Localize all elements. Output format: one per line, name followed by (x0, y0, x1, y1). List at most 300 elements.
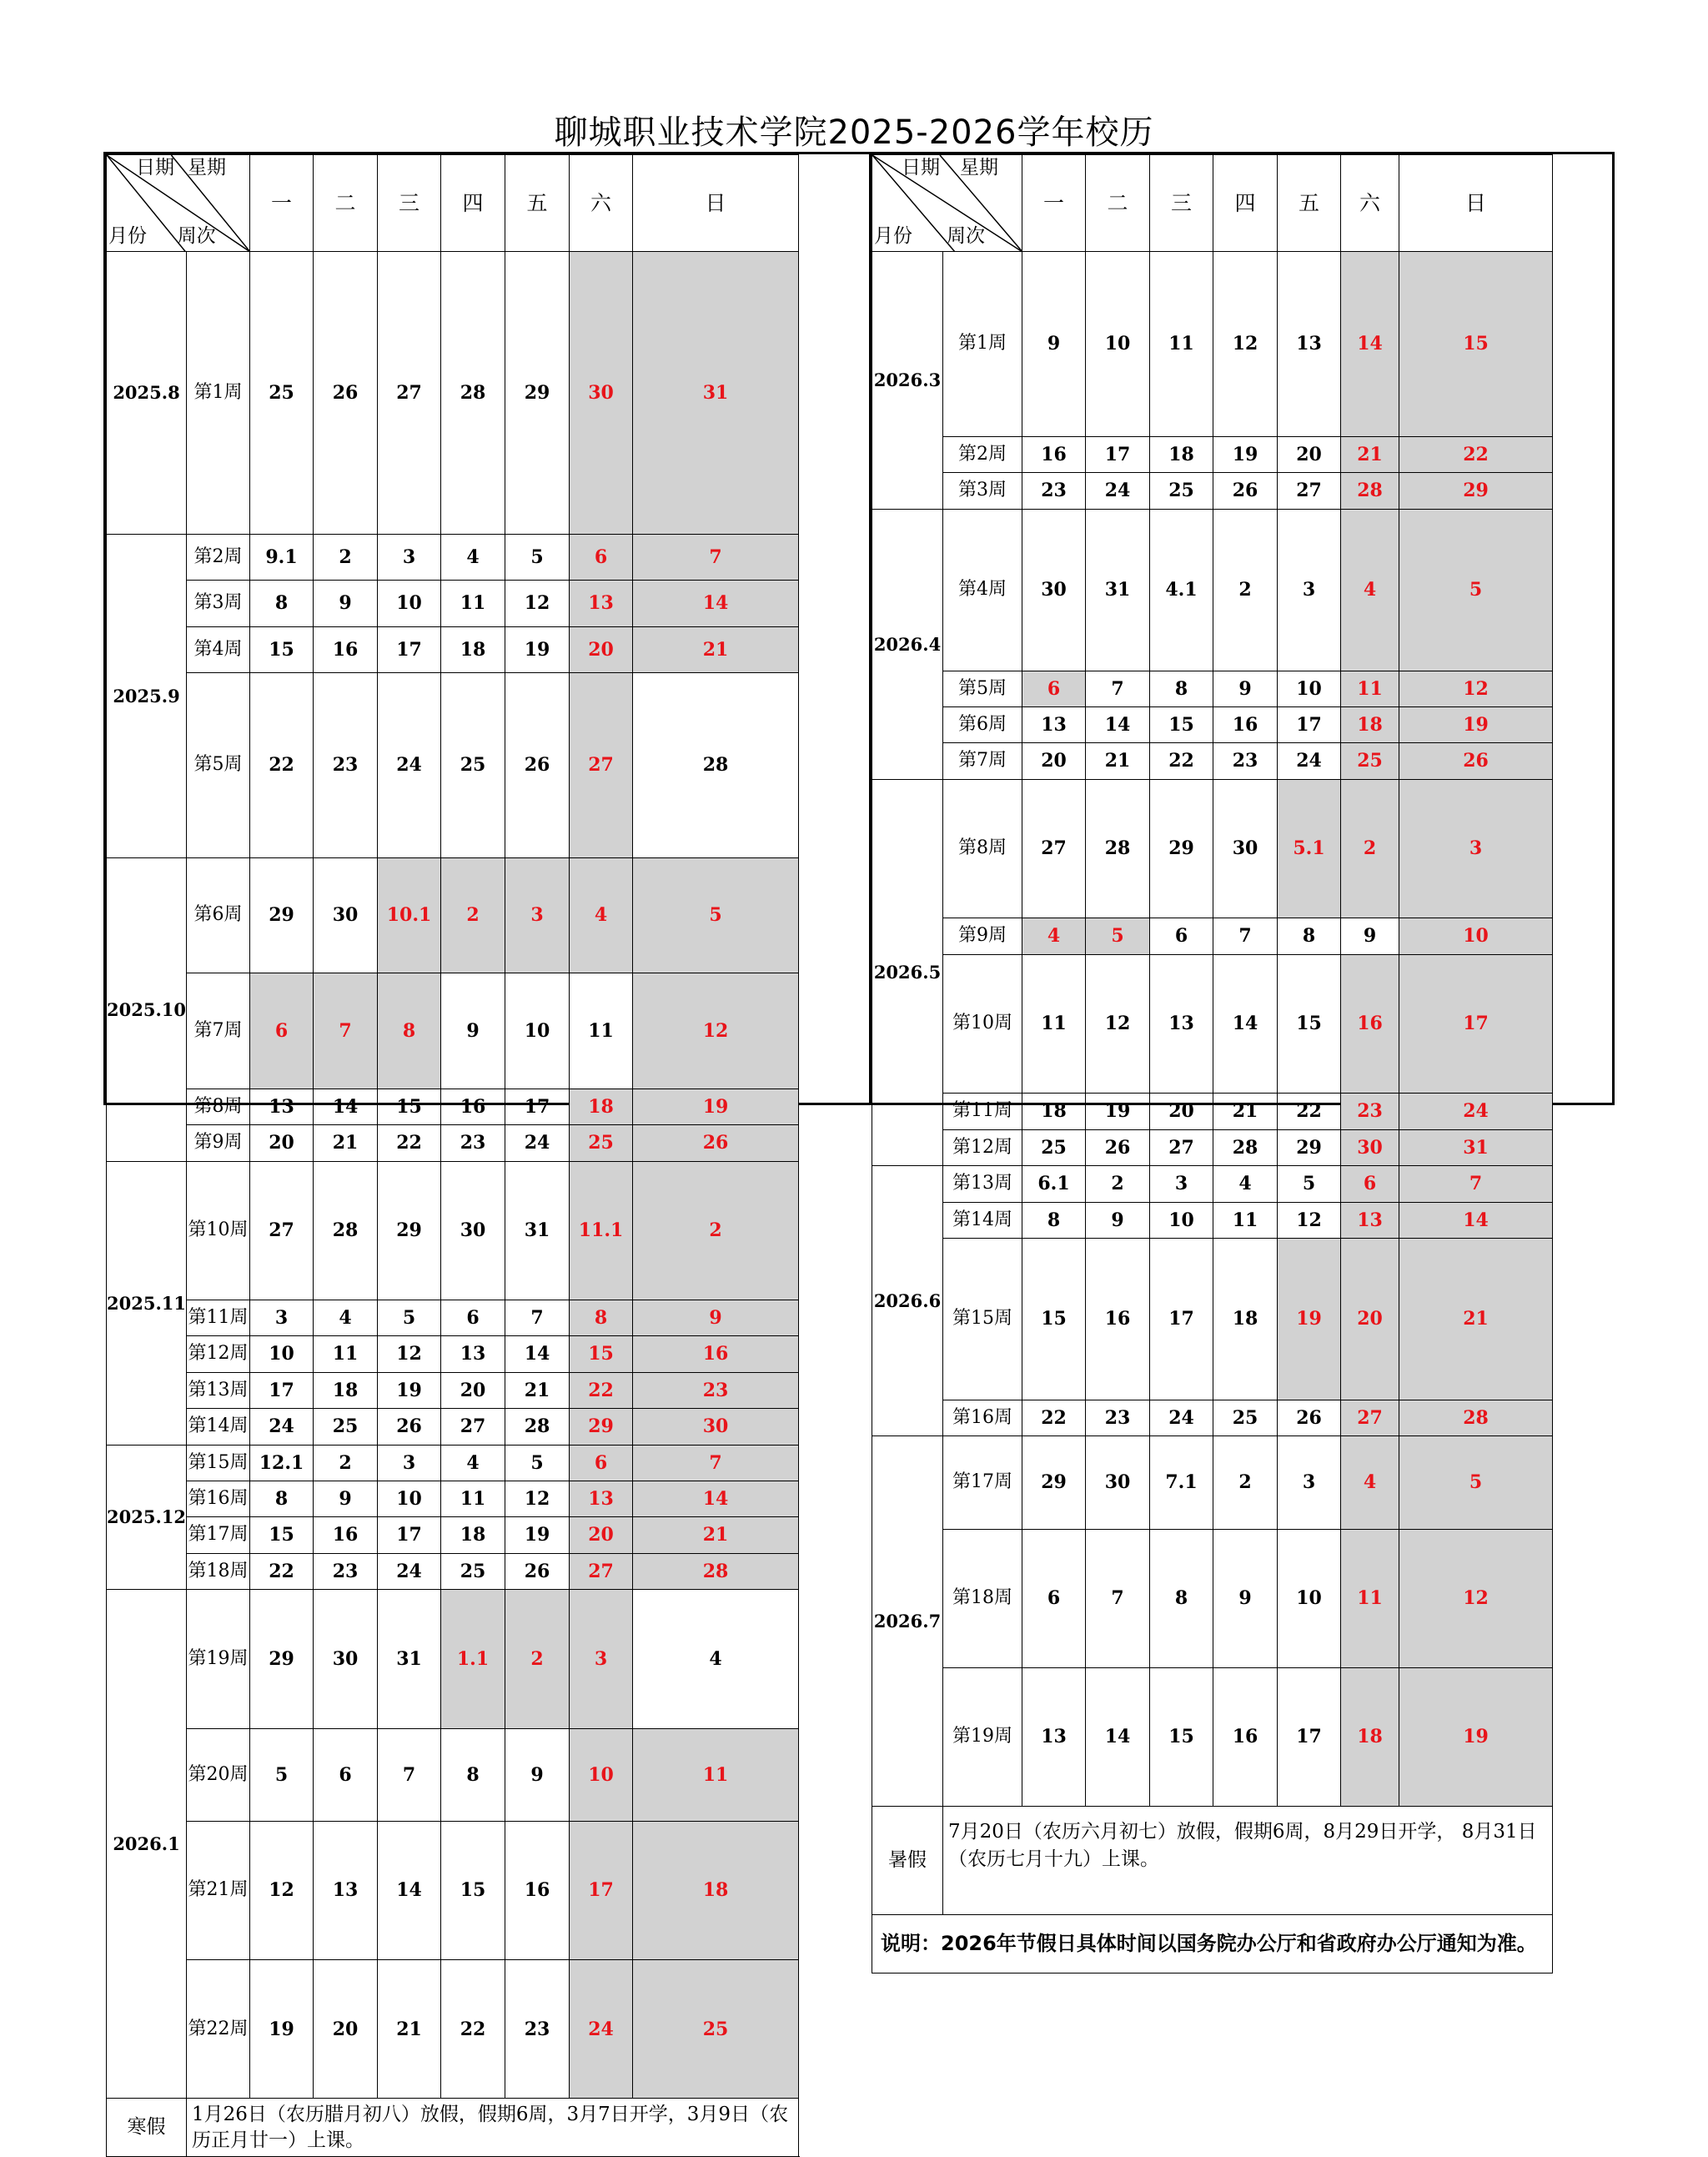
week-row (107, 1445, 799, 1481)
date-cell: 30 (1213, 779, 1278, 918)
date-cell: 29 (1150, 779, 1213, 918)
holiday-date-cell: 7 (314, 973, 378, 1089)
header-row (872, 155, 1553, 252)
date-cell: 22 (250, 1553, 314, 1589)
holiday-date-cell: 21 (633, 1517, 799, 1553)
date-cell: 12 (505, 1481, 570, 1517)
date-cell: 9 (505, 1728, 570, 1821)
date-cell: 15 (1278, 954, 1341, 1094)
date-cell: 30 (314, 1590, 378, 1729)
date-cell: 13 (1278, 252, 1341, 437)
date-cell: 17 (1278, 1667, 1341, 1806)
holiday-date-cell: 15 (570, 1336, 633, 1372)
date-cell: 11 (314, 1336, 378, 1372)
date-cell: 29 (250, 857, 314, 973)
weekday-header: 六 (1341, 155, 1399, 252)
holiday-date-cell: 24 (570, 1960, 633, 2099)
holiday-date-cell: 2 (441, 857, 505, 973)
date-cell: 25 (250, 252, 314, 535)
week-number: 第12周 (187, 1336, 250, 1372)
date-cell: 5 (1278, 1166, 1341, 1202)
weekday-header: 三 (1150, 155, 1213, 252)
date-cell: 9 (1213, 671, 1278, 706)
week-row (872, 1238, 1553, 1400)
holiday-date-cell: 14 (1399, 1202, 1553, 1238)
date-cell: 19 (250, 1960, 314, 2099)
date-cell: 21 (314, 1125, 378, 1161)
weekday-header: 三 (378, 155, 441, 252)
weekday-header: 日 (633, 155, 799, 252)
week-row (872, 671, 1553, 706)
holiday-date-cell: 4 (1022, 918, 1086, 954)
date-cell: 6 (314, 1728, 378, 1821)
date-cell: 27 (1278, 473, 1341, 509)
date-cell: 6 (1150, 918, 1213, 954)
holiday-date-cell: 2 (1341, 779, 1399, 918)
date-cell: 8 (1150, 671, 1213, 706)
holiday-date-cell: 5 (1399, 509, 1553, 671)
date-cell: 27 (1022, 779, 1086, 918)
month-label: 2026.6 (872, 1166, 943, 1436)
holiday-date-cell: 25 (1341, 743, 1399, 779)
date-cell: 23 (1086, 1400, 1150, 1436)
holiday-date-cell: 23 (1341, 1094, 1399, 1129)
holiday-date-cell: 24 (1399, 1094, 1553, 1129)
date-cell: 14 (1213, 954, 1278, 1094)
week-row (872, 1436, 1553, 1529)
weekday-label: 星期 (188, 157, 226, 178)
date-cell: 24 (1150, 1400, 1213, 1436)
date-cell: 14 (378, 1822, 441, 1960)
date-cell: 26 (314, 252, 378, 535)
date-cell: 21 (505, 1372, 570, 1408)
header-diagonal-cell (872, 155, 1022, 252)
holiday-date-cell: 27 (570, 1553, 633, 1589)
date-cell: 23 (441, 1125, 505, 1161)
holiday-date-cell: 30 (570, 252, 633, 535)
week-row (107, 534, 799, 581)
date-cell: 27 (441, 1409, 505, 1445)
holiday-date-cell: 15 (1399, 252, 1553, 437)
date-cell: 18 (314, 1372, 378, 1408)
date-cell: 20 (1022, 743, 1086, 779)
date-cell: 5 (378, 1300, 441, 1336)
week-number: 第8周 (187, 1089, 250, 1124)
week-row (107, 1161, 799, 1300)
week-number: 第15周 (187, 1445, 250, 1481)
holiday-date-cell: 3 (570, 1590, 633, 1729)
holiday-date-cell: 10.1 (378, 857, 441, 973)
holiday-date-cell: 31 (1399, 1129, 1553, 1165)
date-cell: 25 (441, 1553, 505, 1589)
winter-break-label: 寒假 (107, 2099, 187, 2157)
holiday-date-cell: 22 (1399, 436, 1553, 472)
month-label: 2026.4 (872, 509, 943, 779)
date-cell: 12 (1278, 1202, 1341, 1238)
week-number: 第11周 (943, 1094, 1022, 1129)
date-cell: 16 (1086, 1238, 1150, 1400)
holiday-date-cell: 17 (1399, 954, 1553, 1094)
holiday-date-cell: 14 (633, 1481, 799, 1517)
holiday-date-cell: 6 (1022, 671, 1086, 706)
date-cell: 17 (250, 1372, 314, 1408)
date-cell: 10 (1086, 252, 1150, 437)
date-cell: 15 (378, 1089, 441, 1124)
week-row (107, 252, 799, 535)
date-cell: 4 (441, 1445, 505, 1481)
date-cell: 17 (1150, 1238, 1213, 1400)
holiday-date-cell: 12 (633, 973, 799, 1089)
holiday-date-cell: 19 (1278, 1238, 1341, 1400)
date-cell: 9 (314, 581, 378, 627)
week-row (107, 857, 799, 973)
date-cell: 11 (441, 581, 505, 627)
date-cell: 22 (1278, 1094, 1341, 1129)
week-number: 第17周 (187, 1517, 250, 1553)
date-cell: 9.1 (250, 534, 314, 581)
week-number: 第21周 (187, 1822, 250, 1960)
holiday-date-cell: 13 (570, 581, 633, 627)
date-cell: 14 (1086, 1667, 1150, 1806)
date-cell: 21 (378, 1960, 441, 2099)
date-cell: 30 (441, 1161, 505, 1300)
week-row (107, 1300, 799, 1336)
week-row (107, 1409, 799, 1445)
date-cell: 28 (633, 673, 799, 858)
date-cell: 4 (314, 1300, 378, 1336)
date-cell: 8 (250, 1481, 314, 1517)
holiday-date-cell: 30 (1341, 1129, 1399, 1165)
week-number: 第22周 (187, 1960, 250, 2099)
date-cell: 27 (378, 252, 441, 535)
week-row (107, 1960, 799, 2099)
month-label: 2025.8 (107, 252, 187, 535)
week-label: 周次 (177, 225, 216, 247)
date-cell: 15 (250, 1517, 314, 1553)
date-cell: 16 (1213, 1667, 1278, 1806)
date-cell: 29 (1278, 1129, 1341, 1165)
date-cell: 15 (250, 626, 314, 673)
month-label: 2026.3 (872, 252, 943, 510)
date-cell: 16 (314, 1517, 378, 1553)
holiday-date-cell: 8 (378, 973, 441, 1089)
holiday-date-cell: 6 (250, 973, 314, 1089)
week-number: 第10周 (943, 954, 1022, 1094)
date-label: 日期 (902, 157, 940, 178)
week-row (872, 779, 1553, 918)
weekday-header: 四 (1213, 155, 1278, 252)
holiday-date-cell: 28 (633, 1553, 799, 1589)
date-cell: 17 (1086, 436, 1150, 472)
date-cell: 9 (1341, 918, 1399, 954)
weekday-header: 二 (1086, 155, 1150, 252)
holiday-date-cell: 31 (633, 252, 799, 535)
date-cell: 12.1 (250, 1445, 314, 1481)
winter-break-row (107, 2099, 799, 2157)
weekday-header: 四 (441, 155, 505, 252)
week-row (872, 1667, 1553, 1806)
holiday-date-cell: 27 (570, 673, 633, 858)
holiday-date-cell: 22 (570, 1372, 633, 1408)
date-cell: 18 (441, 1517, 505, 1553)
date-cell: 5 (505, 534, 570, 581)
week-row (872, 1529, 1553, 1667)
holiday-date-cell: 26 (1399, 743, 1553, 779)
date-cell: 29 (505, 252, 570, 535)
date-cell: 10 (1150, 1202, 1213, 1238)
date-cell: 2 (314, 534, 378, 581)
week-number: 第6周 (943, 707, 1022, 743)
week-number: 第13周 (943, 1166, 1022, 1202)
date-cell: 13 (1022, 1667, 1086, 1806)
date-cell: 11 (1213, 1202, 1278, 1238)
date-cell: 24 (1086, 473, 1150, 509)
week-number: 第3周 (187, 581, 250, 627)
date-cell: 26 (1086, 1129, 1150, 1165)
statement-text: 说明：2026年节假日具体时间以国务院办公厅和省政府办公厅通知为准。 (872, 1915, 1553, 1973)
date-cell: 25 (314, 1409, 378, 1445)
date-cell: 13 (441, 1336, 505, 1372)
week-number: 第8周 (943, 779, 1022, 918)
holiday-date-cell: 10 (1399, 918, 1553, 954)
week-row (107, 581, 799, 627)
holiday-date-cell: 19 (1399, 1667, 1553, 1806)
date-cell: 25 (441, 673, 505, 858)
month-label: 2026.7 (872, 1436, 943, 1807)
date-cell: 7 (1213, 918, 1278, 954)
holiday-date-cell: 5 (1086, 918, 1150, 954)
date-cell: 4.1 (1150, 509, 1213, 671)
holiday-date-cell: 17 (570, 1822, 633, 1960)
date-cell: 15 (1150, 1667, 1213, 1806)
holiday-date-cell: 4 (1341, 509, 1399, 671)
week-number: 第15周 (943, 1238, 1022, 1400)
date-cell: 2 (314, 1445, 378, 1481)
holiday-date-cell: 11 (1341, 671, 1399, 706)
date-cell: 30 (314, 857, 378, 973)
date-cell: 10 (505, 973, 570, 1089)
week-number: 第9周 (187, 1125, 250, 1161)
header-row (107, 155, 799, 252)
date-cell: 14 (1086, 707, 1150, 743)
holiday-date-cell: 6 (1341, 1166, 1399, 1202)
holiday-date-cell: 18 (1341, 707, 1399, 743)
date-cell: 18 (1150, 436, 1213, 472)
week-row (872, 473, 1553, 509)
date-cell: 3 (378, 534, 441, 581)
weekday-header: 一 (1022, 155, 1086, 252)
date-cell: 15 (1150, 707, 1213, 743)
date-cell: 27 (1150, 1129, 1213, 1165)
date-cell: 19 (1086, 1094, 1150, 1129)
week-row (107, 1125, 799, 1161)
week-number: 第12周 (943, 1129, 1022, 1165)
holiday-date-cell: 29 (570, 1409, 633, 1445)
date-cell: 27 (250, 1161, 314, 1300)
date-cell: 23 (1022, 473, 1086, 509)
date-cell: 17 (505, 1089, 570, 1124)
holiday-date-cell: 16 (633, 1336, 799, 1372)
week-number: 第18周 (187, 1553, 250, 1589)
week-row (107, 1372, 799, 1408)
week-number: 第20周 (187, 1728, 250, 1821)
weekday-header: 二 (314, 155, 378, 252)
date-cell: 28 (314, 1161, 378, 1300)
week-number: 第10周 (187, 1161, 250, 1300)
date-cell: 9 (1213, 1529, 1278, 1667)
holiday-date-cell: 26 (633, 1125, 799, 1161)
date-cell: 3 (1150, 1166, 1213, 1202)
date-cell: 10 (378, 581, 441, 627)
date-cell: 19 (1213, 436, 1278, 472)
date-cell: 14 (314, 1089, 378, 1124)
week-row (872, 1400, 1553, 1436)
date-cell: 4 (633, 1590, 799, 1729)
date-cell: 20 (1150, 1094, 1213, 1129)
date-cell: 7 (378, 1728, 441, 1821)
week-row (107, 1728, 799, 1821)
holiday-date-cell: 1.1 (441, 1590, 505, 1729)
holiday-date-cell: 27 (1341, 1400, 1399, 1436)
date-cell: 13 (250, 1089, 314, 1124)
holiday-date-cell: 13 (570, 1481, 633, 1517)
weekday-header: 日 (1399, 155, 1553, 252)
date-cell: 20 (441, 1372, 505, 1408)
date-cell: 23 (505, 1960, 570, 2099)
date-cell: 21 (1213, 1094, 1278, 1129)
date-cell: 4 (1213, 1166, 1278, 1202)
summer-break-text: 7月20日（农历六月初七）放假，假期6周，8月29日开学， 8月31日（农历七月十九）上课。 (943, 1806, 1553, 1914)
week-number: 第1周 (943, 252, 1022, 437)
week-number: 第2周 (943, 436, 1022, 472)
date-cell: 14 (505, 1336, 570, 1372)
holiday-date-cell: 7 (633, 1445, 799, 1481)
week-row (107, 1336, 799, 1372)
date-cell: 17 (378, 1517, 441, 1553)
date-cell: 11 (1150, 252, 1213, 437)
date-cell: 20 (1278, 436, 1341, 472)
holiday-date-cell: 13 (1341, 1202, 1399, 1238)
date-cell: 3 (378, 1445, 441, 1481)
date-cell: 5 (505, 1445, 570, 1481)
date-cell: 28 (1213, 1129, 1278, 1165)
week-number: 第11周 (187, 1300, 250, 1336)
week-number: 第18周 (943, 1529, 1022, 1667)
date-cell: 3 (1278, 509, 1341, 671)
week-number: 第5周 (187, 673, 250, 858)
date-cell: 26 (505, 673, 570, 858)
page-title: 聊城职业技术学院2025-2026学年校历 (554, 113, 1154, 152)
date-cell: 12 (378, 1336, 441, 1372)
summer-break-label: 暑假 (872, 1806, 943, 1914)
date-cell: 25 (1150, 473, 1213, 509)
week-number: 第14周 (187, 1409, 250, 1445)
date-cell: 19 (378, 1372, 441, 1408)
summer-break-row (872, 1806, 1553, 1914)
date-cell: 3 (1278, 1436, 1341, 1529)
week-number: 第13周 (187, 1372, 250, 1408)
week-number: 第4周 (943, 509, 1022, 671)
week-number: 第1周 (187, 252, 250, 535)
date-cell: 31 (378, 1590, 441, 1729)
holiday-date-cell: 11.1 (570, 1161, 633, 1300)
holiday-date-cell: 3 (1399, 779, 1553, 918)
date-cell: 10 (1278, 671, 1341, 706)
week-row (107, 1089, 799, 1124)
date-cell: 3 (250, 1300, 314, 1336)
holiday-date-cell: 20 (1341, 1238, 1399, 1400)
holiday-date-cell: 2 (633, 1161, 799, 1300)
date-cell: 19 (505, 1517, 570, 1553)
date-cell: 11 (570, 973, 633, 1089)
date-cell: 18 (1022, 1094, 1086, 1129)
date-cell: 12 (505, 581, 570, 627)
week-number: 第2周 (187, 534, 250, 581)
date-cell: 9 (314, 1481, 378, 1517)
date-cell: 22 (1022, 1400, 1086, 1436)
month-label: 2025.11 (107, 1161, 187, 1445)
week-row (872, 436, 1553, 472)
week-row (872, 1129, 1553, 1165)
date-cell: 23 (314, 1553, 378, 1589)
date-cell: 30 (1086, 1436, 1150, 1529)
date-cell: 15 (1022, 1238, 1086, 1400)
date-cell: 31 (505, 1161, 570, 1300)
holiday-date-cell: 21 (1399, 1238, 1553, 1400)
holiday-date-cell: 7 (633, 534, 799, 581)
date-cell: 26 (1278, 1400, 1341, 1436)
date-cell: 22 (378, 1125, 441, 1161)
date-cell: 17 (1278, 707, 1341, 743)
date-cell: 17 (378, 626, 441, 673)
holiday-date-cell: 14 (1341, 252, 1399, 437)
date-label: 日期 (136, 157, 174, 178)
date-cell: 23 (314, 673, 378, 858)
date-cell: 12 (1213, 252, 1278, 437)
holiday-date-cell: 5 (633, 857, 799, 973)
week-number: 第4周 (187, 626, 250, 673)
date-cell: 22 (250, 673, 314, 858)
month-label: 2026.1 (107, 1590, 187, 2099)
week-number: 第16周 (187, 1481, 250, 1517)
date-cell: 18 (441, 626, 505, 673)
week-row (872, 509, 1553, 671)
date-cell: 11 (1022, 954, 1086, 1094)
date-cell: 25 (1022, 1129, 1086, 1165)
holiday-date-cell: 4 (1341, 1436, 1399, 1529)
holiday-date-cell: 29 (1399, 473, 1553, 509)
date-cell: 6 (441, 1300, 505, 1336)
week-row (107, 1590, 799, 1729)
week-row (107, 973, 799, 1089)
header-diagonal-cell (107, 155, 250, 252)
calendar-right-half (872, 154, 1553, 1973)
month-label: 2025.10 (107, 857, 187, 1161)
date-cell: 10 (250, 1336, 314, 1372)
week-number: 第7周 (187, 973, 250, 1089)
date-cell: 24 (250, 1409, 314, 1445)
date-cell: 10 (1278, 1529, 1341, 1667)
week-number: 第16周 (943, 1400, 1022, 1436)
weekday-header: 五 (1278, 155, 1341, 252)
week-row (107, 1481, 799, 1517)
holiday-date-cell: 10 (570, 1728, 633, 1821)
date-cell: 8 (250, 581, 314, 627)
date-cell: 7.1 (1150, 1436, 1213, 1529)
holiday-date-cell: 20 (570, 626, 633, 673)
date-cell: 26 (378, 1409, 441, 1445)
winter-break-text: 1月26日（农历腊月初八）放假，假期6周，3月7日开学，3月9日（农历正月廿一）上课。 (187, 2099, 799, 2157)
